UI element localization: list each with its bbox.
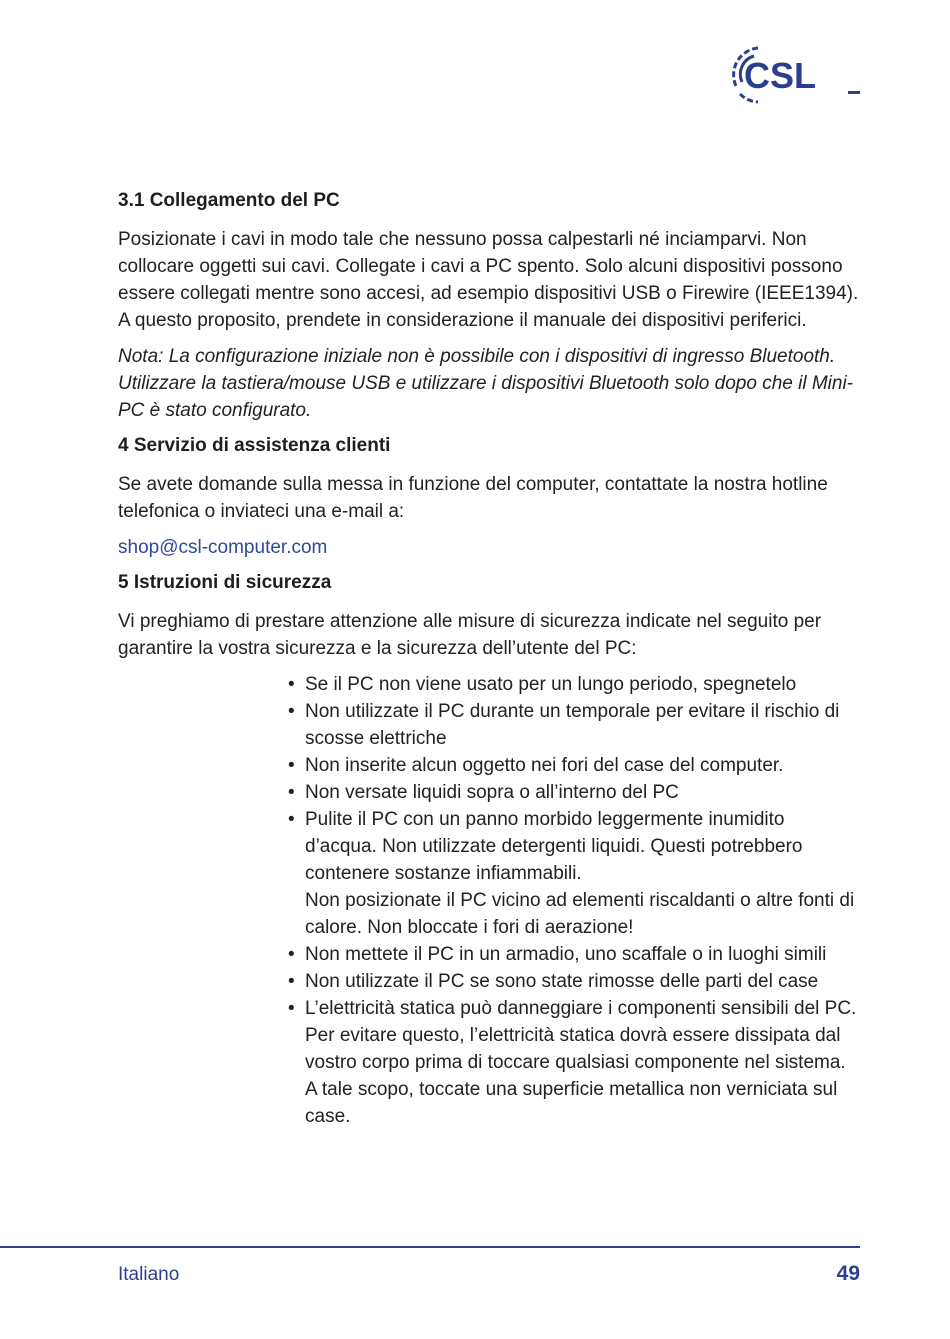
safety-list — [118, 671, 860, 1130]
section-3-1-heading: 3.1 Collegamento del PC — [118, 190, 340, 211]
list-item: • Non utilizzate il PC durante un temporale per evitare il rischio di scosse elettriche — [288, 698, 860, 752]
list-item: • Non inserite alcun oggetto nei fori del case del computer. — [288, 752, 860, 779]
page-number: 49 — [836, 1262, 860, 1285]
logo-text: CSL — [744, 55, 816, 96]
page-content — [118, 188, 860, 1130]
section-5-intro: Vi preghiamo di prestare attenzione alle misure di sicurezza indicate nel seguito per garantire la vostra sicurezza e la sicurezza dell’utente del PC: — [118, 611, 822, 659]
list-item: • Se il PC non viene usato per un lungo periodo, spegnetelo — [288, 671, 860, 698]
section-3-1-body: Posizionate i cavi in modo tale che nessuno possa calpestarli né inciamparvi. Non collocare oggetti sui cavi. Collegate i cavi a PC spento. Solo alcuni dispositivi possono essere collegati mentre sono accesi, ad esempio dispositivi USB o Firewire (IEEE1394). A questo proposito, prendete in considerazione il manuale dei dispositivi periferici. — [118, 229, 859, 331]
footer-language: Italiano — [118, 1264, 180, 1285]
section-5-heading: 5 Istruzioni di sicurezza — [118, 572, 332, 593]
section-3-1-note: Nota: La configurazione iniziale non è possibile con i dispositivi di ingresso Bluetooth. Utilizzare la tastiera/mouse USB e utilizzare i dispositivi Bluetooth solo dopo che il Mini-PC è stato configurato. — [118, 346, 853, 421]
list-item-extra: Non posizionate il PC vicino ad elementi riscaldanti o altre fonti di calore. Non bloccate i fori di aerazione! — [305, 890, 855, 938]
list-item: • Non mettete il PC in un armadio, uno scaffale o in luoghi simili — [288, 941, 860, 968]
csl-logo — [728, 42, 862, 108]
footer-divider — [0, 1246, 860, 1248]
section-4-body: Se avete domande sulla messa in funzione del computer, contattate la nostra hotline telefonica o inviateci una e-mail a: — [118, 474, 828, 522]
list-item: • L’elettricità statica può danneggiare i componenti sensibili del PC. Per evitare questo, l’elettricità statica dovrà essere dissipata dal vostro corpo prima di toccare qualsiasi componente nel sistema. A tale scopo, toccate una superficie metallica non verniciata sul case. — [288, 995, 860, 1130]
support-email-link[interactable]: shop@csl-computer.com — [118, 537, 328, 558]
list-item: • Non versate liquidi sopra o all’interno del PC — [288, 779, 860, 806]
list-item: • Pulite il PC con un panno morbido leggermente inumidito d’acqua. Non utilizzate detergenti liquidi. Questi potrebbero contenere sostanze infiammabili. Non posizionate il PC vicino ad elementi riscaldanti o altre fonti di calore. Non bloccate i fori di aerazione! — [288, 806, 860, 941]
section-4-heading: 4 Servizio di assistenza clienti — [118, 435, 391, 456]
list-item: • Non utilizzate il PC se sono state rimosse delle parti del case — [288, 968, 860, 995]
